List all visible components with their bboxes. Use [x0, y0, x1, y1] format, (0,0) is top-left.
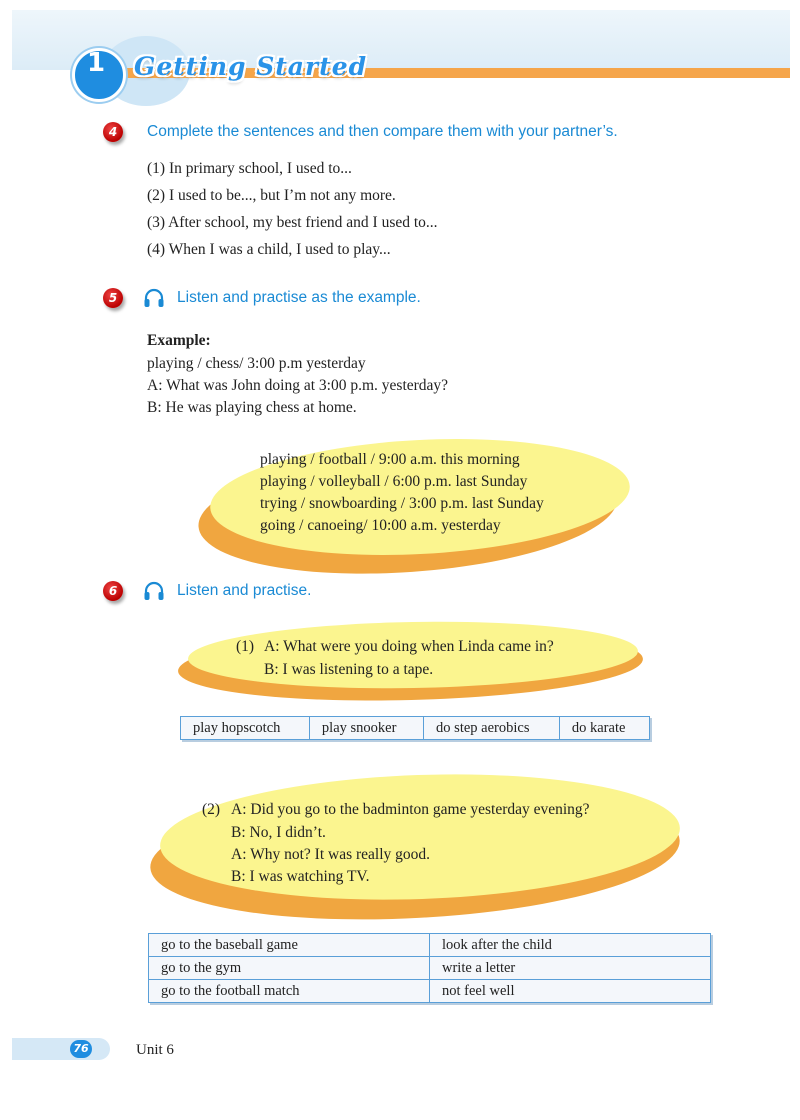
table-row: [149, 980, 711, 1003]
header-number: 1: [86, 48, 106, 78]
sentence-item: (1) In primary school, I used to...: [147, 160, 352, 177]
sentence-item: (4) When I was a child, I used to play...: [147, 241, 391, 258]
dialog-line: B: No, I didn’t.: [231, 824, 326, 841]
table-cell: look after the child: [430, 934, 711, 957]
dialog-line: B: I was watching TV.: [231, 868, 370, 885]
page-title: Getting Started: [134, 52, 368, 81]
unit-label: Unit 6: [136, 1042, 174, 1058]
table-cell: do karate: [559, 717, 649, 740]
table-cell: not feel well: [430, 980, 711, 1003]
dialog-line: B: I was listening to a tape.: [264, 661, 434, 678]
table-cell: play hopscotch: [181, 717, 310, 740]
dialog-line: A: What were you doing when Linda came in?: [264, 638, 554, 655]
example-line: A: What was John doing at 3:00 p.m. yesterday?: [147, 377, 449, 394]
dialog-line: A: Why not? It was really good.: [231, 846, 431, 863]
table-row: [181, 717, 650, 740]
section-6-badge: 6: [103, 581, 123, 601]
section-5-instruction: Listen and practise as the example.: [177, 289, 421, 306]
footer-bar: [12, 1038, 110, 1060]
prompt-line: playing / volleyball / 6:00 p.m. last Sunday: [260, 473, 528, 490]
example-line: B: He was playing chess at home.: [147, 399, 357, 416]
headphones-icon[interactable]: [143, 581, 165, 601]
table-cell: go to the gym: [149, 957, 430, 980]
page-number: 76: [70, 1040, 92, 1058]
headphones-icon[interactable]: [143, 288, 165, 308]
dialog-line: A: Did you go to the badminton game yesterday evening?: [231, 801, 590, 818]
example-line: playing / chess/ 3:00 p.m yesterday: [147, 355, 366, 372]
phrase-table-1: [180, 716, 650, 740]
table-row: [149, 934, 711, 957]
prompt-line: trying / snowboarding / 3:00 p.m. last Sunday: [260, 495, 544, 512]
example-label: Example:: [147, 332, 211, 349]
table-cell: go to the baseball game: [149, 934, 430, 957]
section-5-badge: 5: [103, 288, 123, 308]
sentence-item: (3) After school, my best friend and I used to...: [147, 214, 438, 231]
dialog-number: (2): [202, 801, 221, 818]
table-cell: go to the football match: [149, 980, 430, 1003]
section-4-badge: 4: [103, 122, 123, 142]
dialog-number: (1): [236, 638, 255, 655]
prompt-line: playing / football / 9:00 a.m. this morning: [260, 451, 520, 468]
section-6-instruction: Listen and practise.: [177, 582, 312, 599]
section-4-instruction: Complete the sentences and then compare them with your partner’s.: [147, 123, 618, 140]
prompt-line: going / canoeing/ 10:00 a.m. yesterday: [260, 517, 501, 534]
table-cell: do step aerobics: [424, 717, 560, 740]
table-row: [149, 957, 711, 980]
table-cell: write a letter: [430, 957, 711, 980]
sentence-item: (2) I used to be..., but I’m not any more.: [147, 187, 396, 204]
phrase-table-2: [148, 933, 711, 1003]
table-cell: play snooker: [309, 717, 423, 740]
